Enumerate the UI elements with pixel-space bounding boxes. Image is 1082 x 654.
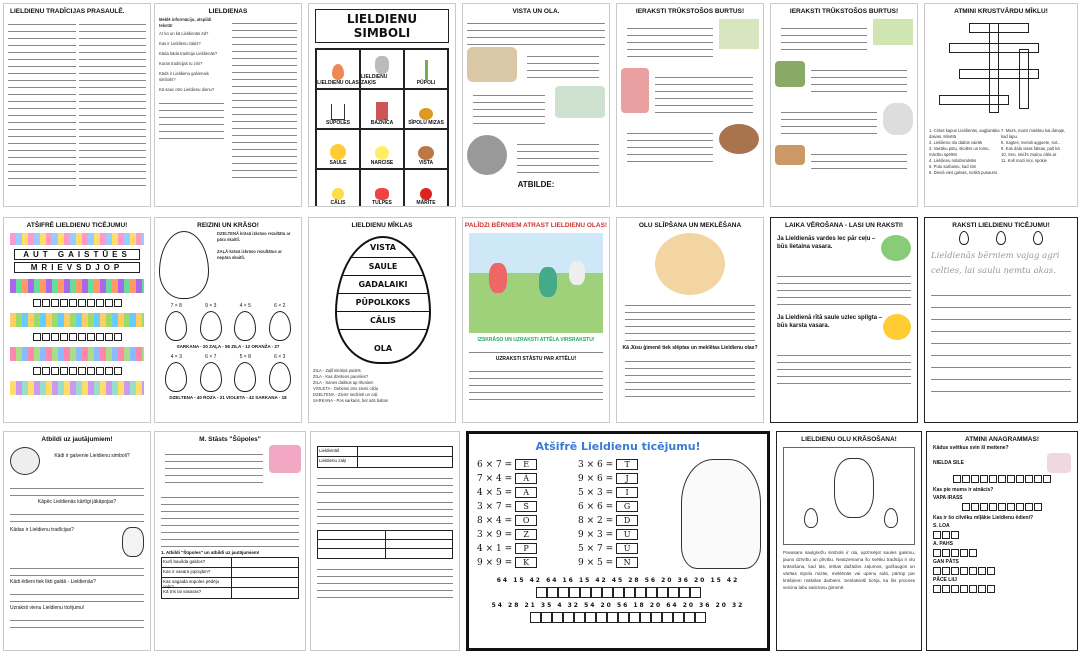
worksheet-page-20[interactable]: ATMINI ANAGRAMMAS! Kādus svētkus svin šī meitene? NIELDA SILE Kas pie mums ir atnācis? VAPA IRASS Kas ir šo cilvēku mīļākie Lieldienu ēdieni? S. LOA A. PAHS GAN PĀTS PĀCE LIIJ: [926, 431, 1078, 651]
cipher-letter[interactable]: P: [515, 543, 537, 554]
cipher-equation: 7 × 4 = Ā: [477, 473, 572, 484]
worksheet-page-15[interactable]: Atbildi uz jautājumiem! Kādi ir galvenie Lieldienu simboli? Kāpēc Lieldienās kārtīgi jākāpojas? Kādas ir Lieldienu tradīcijas? Kādi ēdieni tiek likti galdā - Lieldienās? Uzraksti vienu Lieldienu ticējumu!: [3, 431, 151, 651]
plant-image: [775, 61, 805, 87]
tulip-icon: [375, 188, 389, 200]
cipher-equation: 8 × 4 = O: [477, 515, 572, 526]
page-title: LAIKA VĒROŠANA - LASI UN RAKSTI!: [785, 222, 903, 229]
frog-icon: [881, 235, 911, 261]
page-title: Atšifrē Lieldienu ticējumu!: [535, 440, 701, 453]
cipher-letter[interactable]: K: [515, 557, 537, 568]
cipher-letter[interactable]: J: [616, 473, 638, 484]
text-columns: [4, 15, 150, 189]
worksheet-page-14[interactable]: RAKSTI LIELDIENU TICĒJUMU! Lieldienās bērniem vajag agri celties, lai saulu ņemtu akas.: [924, 217, 1078, 423]
symbol-cell: CĀLIS: [316, 169, 360, 207]
cipher-equation: 3 × 6 = T: [578, 459, 673, 470]
egg-hunt-picture: [469, 233, 603, 333]
worksheet-page-7[interactable]: ATMINI KRUSTVĀRDU MĪKLU! 1. Cirtas kapus Lieldienās, augļaināka daivas. Minētā 2. Lieldienu olu dabūs vairāk 3. Vairāku pūtu, skolēni un tomu, mācību spēlēm 4. Lieldienu nolaboratisks 5. Putu sarbainu, kad sim 6. Diená vies galvas, noskā pusaumi. 7. Mazs, mazo mielāsu kai danaje, kad lapu. 8. Sagtes, svetuli aggoete, sot... 9. Kas dala visas faktas, palt kā 10. Seo, miežs zvaiņu cālis ar 11. Kuš mazi niņi, spokie: [924, 3, 1078, 207]
text-lines: [467, 17, 605, 45]
worksheet-page-16[interactable]: M. Stāsts "Šūpoles" 1. Atbildi "Šūpoles" un atbildi uz jautājumiem! Kurš baušda galdos? Kas ir vasara joprojām? Kas sagaida sūpoles pēdējo ceļu? Kā trīs lai vasaras?: [154, 431, 306, 651]
cipher-key: [469, 453, 681, 574]
symbol-cell: VISTA: [404, 129, 448, 169]
church-icon: [376, 102, 388, 120]
page-title: Atbildi uz jautājumiem!: [41, 436, 113, 443]
worksheet-page-13[interactable]: LAIKA VĒROŠANA - LASI UN RAKSTI! Ja Lieldienās vardes lec pār ceļu – būs lietaina vasara. Ja Lieldienā rītā saule uzlec spilgta – būs karsta vasara.: [770, 217, 918, 423]
question: Kāda kāda tradīcija Lieldienās?: [159, 51, 218, 56]
hen-icon: [418, 146, 434, 160]
chick-icon: [332, 188, 344, 200]
page-title: REIZINI UN KRĀSO!: [197, 222, 259, 229]
page-title: ATMINI ANAGRAMMAS!: [964, 436, 1040, 443]
cipher-equation: 3 × 9 = Z: [477, 529, 572, 540]
worksheet-page-4[interactable]: [462, 3, 610, 207]
sun-icon: [330, 144, 346, 160]
question: Kāds ir Lieldienu galvenais simbols?: [159, 71, 209, 82]
cipher-equation: 9 × 3 = U: [578, 529, 673, 540]
crossword-grid: [929, 19, 1073, 124]
cipher-letter[interactable]: Š: [515, 501, 537, 512]
page-title: IERAKSTI TRŪKSTOŠOS BURTUS!: [635, 8, 745, 15]
egg-basket-image: [555, 86, 605, 118]
bunny-image: [883, 103, 913, 135]
cipher-letter[interactable]: A: [515, 487, 537, 498]
willow-branch-image: [719, 19, 759, 49]
worksheet-page-2[interactable]: [154, 3, 302, 207]
onion-icon: [419, 108, 433, 120]
cipher-letter[interactable]: T: [616, 459, 638, 470]
page-title: OLU SLĪPŠANA UN MEKLĒŠANA: [638, 222, 742, 229]
page-title: ATŠIFRĒ LIELDIENU TICĒJUMU!: [26, 222, 128, 229]
answer-boxes: [4, 333, 150, 341]
girl-image: [621, 68, 649, 113]
cipher-equation: 9 × 9 = K: [477, 557, 572, 568]
cipher-equation: 5 × 7 = Ū: [578, 543, 673, 554]
basket-image: [775, 145, 805, 165]
code-row: AUT GAISTŪES: [14, 249, 140, 260]
coloring-picture: [783, 447, 915, 545]
cipher-letter[interactable]: Ū: [616, 543, 638, 554]
decor-row: [10, 233, 144, 245]
page-title: LIELDIENAS: [208, 8, 248, 15]
cipher-letter[interactable]: Ā: [515, 473, 537, 484]
cipher-equation: 6 × 7 = E: [477, 459, 572, 470]
swing-picture: [269, 445, 301, 473]
bunny-icon: [122, 527, 144, 557]
cipher-letter[interactable]: G: [616, 501, 638, 512]
egg-icon: [332, 64, 344, 80]
question: Kā sauc otro Lieldienu dienu?: [159, 87, 215, 92]
question: Kas ir Lieldienu zaķis?: [159, 41, 201, 46]
cipher-equation: 3 × 7 = Š: [477, 501, 572, 512]
symbol-cell: MĀRĪTE: [404, 169, 448, 207]
worksheet-page-12[interactable]: OLU SLĪPŠANA UN MEKLĒŠANA Kā Jūsu ģimenē tiek slēptas un meklētas Lieldienu olas?: [616, 217, 764, 423]
symbol-cell: LIELDIENU OLAS: [316, 49, 360, 89]
riddle-egg: VISTA SAULE GADALAIKI PŪPOLKOKS CĀLIS OLA: [335, 236, 431, 364]
bunny-icon: [375, 56, 389, 74]
cipher-equation: 6 × 6 = G: [578, 501, 673, 512]
page-title: PALĪDZI BĒRNIEM ATRAST LIELDIENU OLAS!: [464, 222, 608, 229]
worksheet-page-10[interactable]: LIELDIENU MĪKLAS VISTA SAULE GADALAIKI PŪPOLKOKS CĀLIS OLA ZILA - Zaļš kleitiņā puisīts ZILA - Kas dzeltens pacelies? ZILA - Sanes daiktus ap rīkotiem VIOLETA - Debesis otro ziemi cilda DZELTENA - Ziemr sedzieti un caļi SARKANA - Pos sarkans, bet ods baltas: [308, 217, 456, 423]
cipher-equation: 4 × 1 = P: [477, 543, 572, 554]
cipher-letter[interactable]: N: [616, 557, 638, 568]
code-row: MRIEVSDJOP: [14, 262, 140, 273]
girl-icon: [1047, 453, 1071, 473]
sun-icon: [883, 314, 911, 340]
page-title: LIELDIENU SIMBOLI: [315, 9, 449, 43]
question: Ar ko un kā Lieldienās ēd?: [159, 31, 209, 36]
cipher-equation: 8 × 2 = D: [578, 515, 673, 526]
bunny-with-egg-image: [681, 459, 761, 569]
page-title: M. Stāsts "Šūpoles": [199, 436, 261, 443]
worksheet-page-19[interactable]: LIELDIENU OLU KRĀSOŠANA! Pavasara saulgriežu simbols ir ola, apzīmējot saules gaismu, jauno dzīvību un plīvību. Neatzemama šo svētku tradīcija ir olu krāsošana, kad tās, ietītas dažādos zaļumos, garšaugos un vārītas sīpolu mizās, meklēnās vai upenu sulā, pārtop par krāšņiem mākslas darbiem. Senlatvieši ticēja, ka šis process veicina labu saticīanu ģimenē.: [776, 431, 922, 651]
cipher-equation: 5 × 3 = I: [578, 487, 673, 498]
worksheet-page-8[interactable]: [3, 217, 151, 423]
worksheet-page-3[interactable]: [308, 3, 456, 207]
chick-egg-icon: [10, 447, 40, 475]
symbol-cell: PŪPOLI: [404, 49, 448, 89]
egg-outline: [159, 231, 209, 299]
page-title: RAKSTI LIELDIENU TICĒJUMU!: [952, 222, 1050, 229]
decor-row: [10, 381, 144, 395]
decor-row: [10, 313, 144, 327]
decor-row: [10, 347, 144, 361]
cipher-letter[interactable]: Z: [515, 529, 537, 540]
worksheet-page-11[interactable]: PALĪDZI BĒRNIEM ATRAST LIELDIENU OLAS! IZSKRĀSO UN UZRAKSTI ATTĒLA VIRSRAKSTU! UZRAKSTI STĀSTU PAR ATTĒLU!: [462, 217, 610, 423]
cipher-letter[interactable]: U: [616, 529, 638, 540]
decor-row: [10, 279, 144, 293]
cipher-row-1: 64 15 42 64 16 15 42 45 28 56 20 36 20 15 42: [496, 577, 740, 584]
page-title: VISTA UN OLA.: [512, 8, 560, 15]
worksheet-page-5[interactable]: [616, 3, 764, 207]
cipher-equation: 9 × 6 = J: [578, 473, 673, 484]
worksheet-page-18[interactable]: [466, 431, 770, 651]
answer-boxes: [4, 367, 150, 375]
text-lines: [232, 17, 297, 178]
answer-boxes: [4, 299, 150, 307]
worksheet-page-17[interactable]: Lieldienāš Lieldienu zaķi: [310, 431, 460, 651]
page-title: IERAKSTI TRŪKSTOŠOS BURTUS!: [789, 8, 899, 15]
symbol-cell: BAZNĪCA: [360, 89, 404, 129]
cipher-letter[interactable]: D: [616, 515, 638, 526]
grass-image: [873, 19, 913, 45]
cipher-letter[interactable]: I: [616, 487, 638, 498]
worksheet-page-1[interactable]: [3, 3, 151, 207]
symbol-cell: SAULE: [316, 129, 360, 169]
page-title: LIELDIENU MĪKLAS: [351, 222, 413, 229]
worksheet-page-6[interactable]: [770, 3, 918, 207]
question: Kuras tradīcijas tu zini?: [159, 61, 203, 66]
girl-with-basket-image: [655, 233, 725, 295]
symbols-grid: [315, 48, 449, 207]
daffodil-icon: [375, 146, 389, 160]
page-title: LIELDIENU OLU KRĀSOŠANA!: [801, 436, 897, 443]
cipher-equation: 9 × 5 = N: [578, 557, 673, 568]
subtitle: Meklē informāciju, atspildi tekstā!: [159, 17, 212, 28]
cipher-equation: 4 × 5 = A: [477, 487, 572, 498]
symbol-cell: NARCISE: [360, 129, 404, 169]
hen-image: [467, 135, 507, 175]
cipher-letter[interactable]: E: [515, 459, 537, 470]
page-title: ATMINI KRUSTVĀRDU MĪKLU!: [954, 8, 1048, 15]
cipher-row-2: 54 28 21 35 4 32 54 20 56 18 20 64 20 36 20 32: [491, 602, 745, 609]
eggs-nest-image: [467, 47, 517, 82]
page-title: LIELDIENU TRADĪCIJAS PRASAULĒ.: [10, 8, 125, 15]
cipher-letter[interactable]: O: [515, 515, 537, 526]
swing-icon: [331, 104, 345, 120]
hen-image: [719, 124, 759, 154]
symbol-cell: LIELDIENU ZAĶIS: [360, 49, 404, 89]
text-lines: [8, 18, 76, 186]
symbol-cell: SŪPOLES: [316, 89, 360, 129]
willow-icon: [425, 60, 428, 80]
worksheet-page-9[interactable]: REIZINI UN KRĀSO! DZELTENĀ krāsā izkrāso rezultātu ar pāra skaitli. ZAĻĀ krāsā izkrāso rezultātus ar nepāra skaitli. 7 × 8 9 × 3 4 × 5 6 × 2 SARKANA - 20 ZAĻA - 56 ZILA - 12 ORANŽA - 27 4 × 3 6 × 7 5 × 8 6 × 3 DZELTENA - 40 ROZA - 21 VIOLETA - 42 SARKANA - 18: [154, 217, 302, 423]
symbol-cell: TULPES: [360, 169, 404, 207]
symbol-cell: SĪPOLU MIZAS: [404, 89, 448, 129]
text-lines: [79, 18, 147, 186]
answer-label: ATBILDE:: [517, 180, 555, 189]
ladybug-icon: [420, 188, 432, 200]
